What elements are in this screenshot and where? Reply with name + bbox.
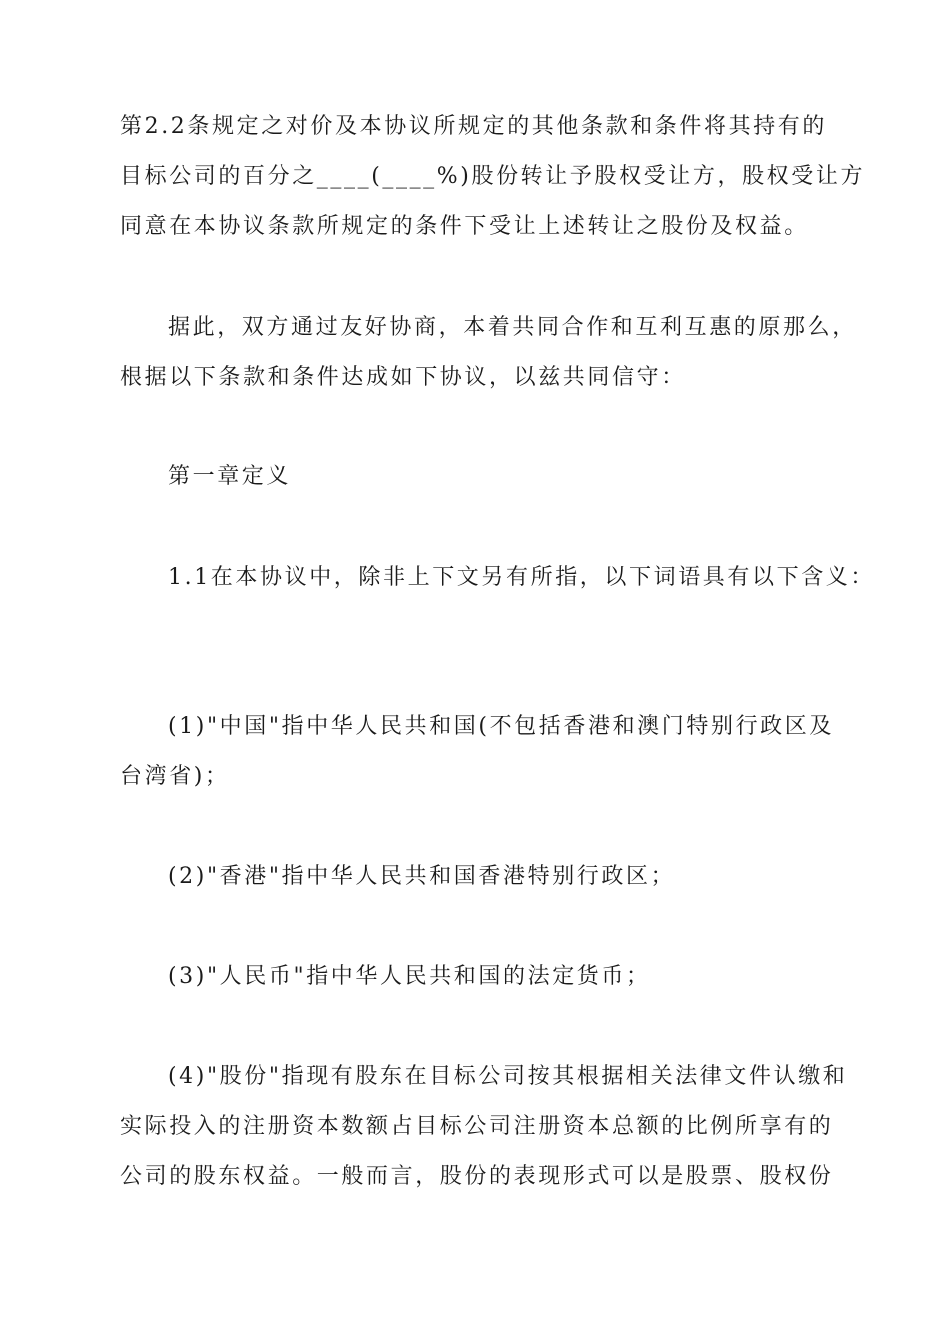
text-line: 根据以下条款和条件达成如下协议，以兹共同信守： [120,365,686,390]
text-line: 实际投入的注册资本数额占目标公司注册资本总额的比例所享有的 [120,1114,834,1139]
text-line: 目标公司的百分之____(____%)股份转让予股权受让方，股权受让方 [120,164,866,189]
text-line: (4)"股份"指现有股东在目标公司按其根据相关法律文件认缴和 [168,1064,848,1089]
text-line: 公司的股东权益。一般而言，股份的表现形式可以是股票、股权份 [120,1164,834,1189]
text-line: 据此，双方通过友好协商，本着共同合作和互利互惠的原那么， [168,315,857,340]
definition-hong-kong: (2)"香港"指中华人民共和国香港特别行政区； [168,864,676,889]
text-line: 台湾省)； [120,764,230,789]
text-line: 同意在本协议条款所规定的条件下受让上述转让之股份及权益。 [120,214,809,239]
text-line: (1)"中国"指中华人民共和国(不包括香港和澳门特别行政区及 [168,714,834,739]
definition-rmb: (3)"人民币"指中华人民共和国的法定货币； [168,964,651,989]
text-line: 第2.2条规定之对价及本协议所规定的其他条款和条件将其持有的 [120,114,827,139]
clause-1-1: 1.1在本协议中，除非上下文另有所指，以下词语具有以下含义： [168,565,875,590]
chapter-title: 第一章定义 [168,464,292,489]
